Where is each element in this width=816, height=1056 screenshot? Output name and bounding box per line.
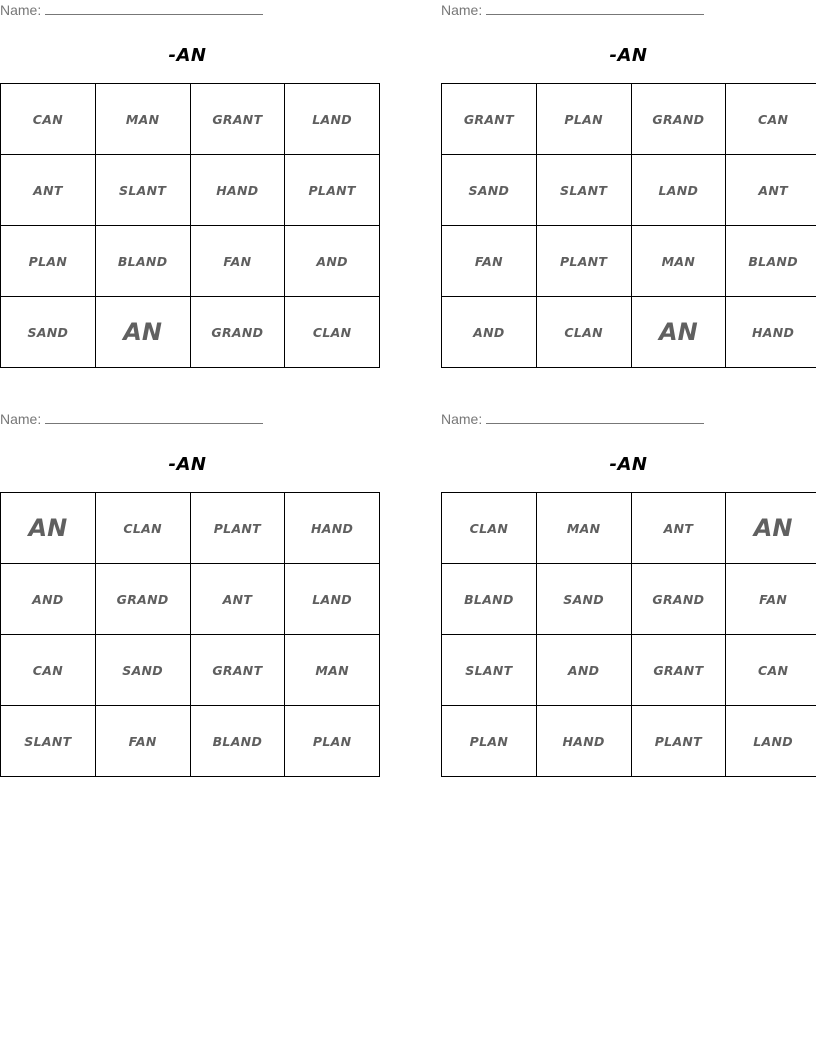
grid-cell: PLAN <box>536 84 631 155</box>
grid-row <box>1 84 380 155</box>
grid-row <box>442 635 816 706</box>
grid-cell: ANT <box>726 155 816 226</box>
free-space-cell: AN <box>631 297 726 368</box>
grid-cell: HAND <box>536 706 631 777</box>
grid-cell: HAND <box>726 297 816 368</box>
grid-row <box>1 297 380 368</box>
grid-cell: CLAN <box>536 297 631 368</box>
free-space-cell: AN <box>1 493 96 564</box>
free-space-cell: AN <box>726 493 816 564</box>
name-label: Name: <box>0 2 42 18</box>
name-blank-line <box>45 2 263 15</box>
grid-cell: LAND <box>285 564 380 635</box>
grid-cell: MAN <box>536 493 631 564</box>
grid-cell: GRANT <box>631 635 726 706</box>
bingo-card-1 <box>0 0 375 372</box>
grid-cell: MAN <box>285 635 380 706</box>
grid-cell: MAN <box>631 226 726 297</box>
name-label: Name: <box>441 411 483 427</box>
grid-cell: GRAND <box>190 297 285 368</box>
grid-row <box>1 493 380 564</box>
grid-cell: GRAND <box>631 564 726 635</box>
grid-cell: CAN <box>1 84 96 155</box>
grid-cell: CAN <box>726 84 816 155</box>
grid-cell: PLANT <box>631 706 726 777</box>
grid-cell: ANT <box>190 564 285 635</box>
grid-cell: BLAND <box>95 226 190 297</box>
grid-cell: CAN <box>726 635 816 706</box>
grid-cell: FAN <box>442 226 537 297</box>
grid-cell: ANT <box>1 155 96 226</box>
bingo-card-3 <box>0 409 375 781</box>
grid-cell: SLANT <box>536 155 631 226</box>
card-title: -AN <box>168 45 207 66</box>
grid-cell: PLAN <box>442 706 537 777</box>
bingo-card-2 <box>441 0 816 372</box>
card-title: -AN <box>609 45 648 66</box>
grid-cell: LAND <box>726 706 816 777</box>
grid-cell: HAND <box>190 155 285 226</box>
name-field <box>441 411 704 428</box>
grid-cell: SLANT <box>95 155 190 226</box>
grid-cell: HAND <box>285 493 380 564</box>
grid-row <box>442 564 816 635</box>
grid-cell: FAN <box>190 226 285 297</box>
grid-cell: BLAND <box>190 706 285 777</box>
card-title: -AN <box>609 454 648 475</box>
grid-cell: GRANT <box>190 635 285 706</box>
grid-cell: AND <box>536 635 631 706</box>
grid-cell: LAND <box>285 84 380 155</box>
grid-cell: AND <box>1 564 96 635</box>
grid-cell: BLAND <box>726 226 816 297</box>
grid-cell: SLANT <box>1 706 96 777</box>
grid-cell: CLAN <box>442 493 537 564</box>
grid-cell: PLAN <box>1 226 96 297</box>
grid-row <box>442 226 816 297</box>
grid-cell: CLAN <box>285 297 380 368</box>
grid-cell: GRANT <box>190 84 285 155</box>
name-field <box>0 411 263 428</box>
name-field <box>441 2 704 19</box>
grid-cell: SLANT <box>442 635 537 706</box>
grid-cell: PLANT <box>190 493 285 564</box>
grid-row <box>442 155 816 226</box>
bingo-grid <box>441 492 816 777</box>
grid-row <box>1 635 380 706</box>
name-label: Name: <box>0 411 42 427</box>
bingo-grid <box>441 83 816 368</box>
name-label: Name: <box>441 2 483 18</box>
grid-row <box>442 84 816 155</box>
grid-cell: PLANT <box>285 155 380 226</box>
grid-cell: AND <box>285 226 380 297</box>
grid-row <box>1 226 380 297</box>
grid-cell: PLANT <box>536 226 631 297</box>
grid-cell: AND <box>442 297 537 368</box>
grid-cell: SAND <box>95 635 190 706</box>
grid-cell: LAND <box>631 155 726 226</box>
grid-cell: SAND <box>536 564 631 635</box>
grid-cell: GRANT <box>442 84 537 155</box>
grid-cell: BLAND <box>442 564 537 635</box>
grid-cell: FAN <box>726 564 816 635</box>
grid-cell: GRAND <box>631 84 726 155</box>
grid-cell: CAN <box>1 635 96 706</box>
grid-row <box>442 493 816 564</box>
grid-cell: ANT <box>631 493 726 564</box>
bingo-card-4 <box>441 409 816 781</box>
grid-cell: MAN <box>95 84 190 155</box>
free-space-cell: AN <box>95 297 190 368</box>
grid-row <box>442 297 816 368</box>
name-blank-line <box>45 411 263 424</box>
grid-cell: FAN <box>95 706 190 777</box>
grid-cell: GRAND <box>95 564 190 635</box>
grid-row <box>442 706 816 777</box>
name-blank-line <box>486 411 704 424</box>
card-title: -AN <box>168 454 207 475</box>
grid-cell: SAND <box>442 155 537 226</box>
grid-row <box>1 706 380 777</box>
bingo-grid <box>0 83 380 368</box>
name-field <box>0 2 263 19</box>
bingo-grid <box>0 492 380 777</box>
grid-cell: PLAN <box>285 706 380 777</box>
grid-cell: SAND <box>1 297 96 368</box>
grid-cell: CLAN <box>95 493 190 564</box>
grid-row <box>1 155 380 226</box>
grid-row <box>1 564 380 635</box>
name-blank-line <box>486 2 704 15</box>
